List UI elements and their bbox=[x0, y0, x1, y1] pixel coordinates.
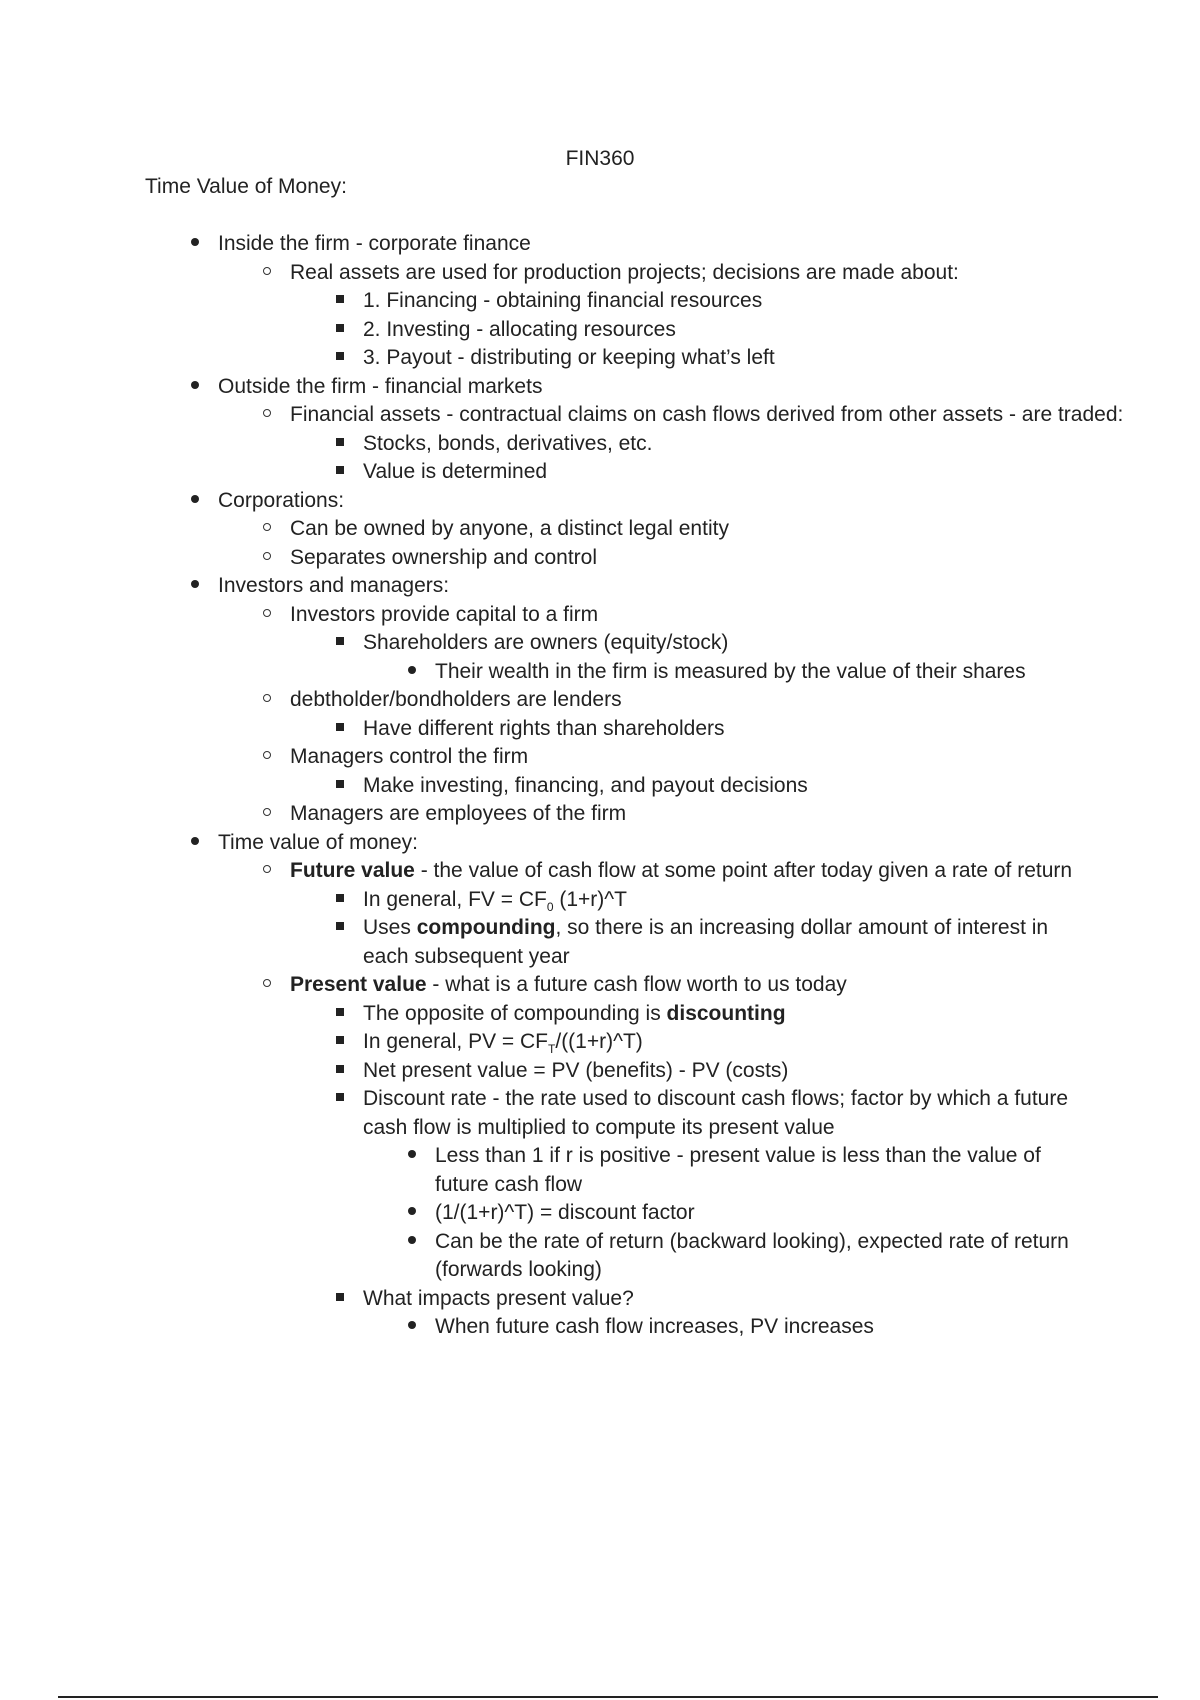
disc-bullet-icon bbox=[180, 572, 210, 601]
list-item-level-3 bbox=[363, 287, 1098, 316]
square-bullet-icon bbox=[325, 287, 355, 316]
list-item-level-3 bbox=[363, 458, 1098, 487]
list-item-level-1 bbox=[218, 572, 1078, 601]
list-item-level-2 bbox=[290, 971, 1150, 1000]
list-item-text: What impacts present value? bbox=[363, 1286, 634, 1310]
bold-term: Future value bbox=[290, 859, 415, 882]
square-bullet-icon bbox=[325, 458, 355, 487]
disc-bullet-icon bbox=[180, 373, 210, 402]
square-bullet-icon bbox=[325, 1000, 355, 1029]
subscript: 0 bbox=[546, 899, 554, 914]
list-item-level-3 bbox=[363, 914, 1098, 971]
list-item-text: - the value of cash flow at some point after today given a rate of return bbox=[414, 859, 1073, 882]
list-item-level-2 bbox=[290, 259, 1150, 288]
bold-term: discounting bbox=[666, 1001, 786, 1025]
list-item-level-2 bbox=[290, 601, 1150, 630]
list-item-text: (1+r)^T bbox=[553, 887, 627, 911]
list-item-text: Value is determined bbox=[363, 460, 548, 483]
list-item-text: When future cash flow increases, PV increases bbox=[435, 1315, 874, 1338]
list-item-level-1 bbox=[218, 373, 1078, 402]
square-bullet-icon bbox=[325, 1028, 355, 1057]
list-item-text: Stocks, bonds, derivatives, etc. bbox=[363, 431, 653, 455]
list-item-level-4 bbox=[435, 1142, 1100, 1199]
square-bullet-icon bbox=[325, 1285, 355, 1314]
bold-term: compounding bbox=[416, 916, 556, 939]
list-item-level-2 bbox=[290, 743, 1150, 772]
list-item-text: Managers control the firm bbox=[290, 745, 529, 768]
list-item-level-1 bbox=[218, 230, 1078, 259]
circle-bullet-icon bbox=[252, 544, 282, 573]
list-item-level-4 bbox=[435, 1228, 1100, 1285]
list-item-level-3 bbox=[363, 344, 1098, 373]
disc-bullet-icon bbox=[397, 1228, 427, 1257]
list-item-level-3 bbox=[363, 430, 1098, 459]
list-item-text: Shareholders are owners (equity/stock) bbox=[363, 631, 729, 654]
disc-bullet-icon bbox=[180, 487, 210, 516]
disc-bullet-icon bbox=[397, 658, 427, 687]
list-item-text: In general, FV = CF bbox=[363, 887, 547, 911]
list-item-text: The opposite of compounding is bbox=[363, 1001, 667, 1025]
list-item-text: Corporations: bbox=[218, 488, 345, 512]
list-item-level-3 bbox=[363, 772, 1098, 801]
disc-bullet-icon bbox=[180, 230, 210, 259]
list-item-text: Outside the firm - financial markets bbox=[218, 374, 543, 398]
list-item-text: Investors and managers: bbox=[218, 574, 450, 597]
list-item-level-3 bbox=[363, 1057, 1098, 1086]
square-bullet-icon bbox=[325, 715, 355, 744]
circle-bullet-icon bbox=[252, 401, 282, 430]
list-item-level-3 bbox=[363, 1285, 1098, 1314]
list-item-level-3 bbox=[363, 715, 1098, 744]
list-item-level-2 bbox=[290, 857, 1150, 886]
circle-bullet-icon bbox=[252, 515, 282, 544]
list-item-text: , so there is an increasing dollar amount of interest in each subsequent year bbox=[363, 916, 1049, 968]
list-item-level-2 bbox=[290, 515, 1150, 544]
disc-bullet-icon bbox=[397, 1313, 427, 1342]
list-item-text: 3. Payout - distributing or keeping what’s left bbox=[363, 346, 775, 369]
list-item-text: (1/(1+r)^T) = discount factor bbox=[435, 1201, 695, 1224]
circle-bullet-icon bbox=[252, 971, 282, 1000]
section-heading: Time Value of Money: bbox=[145, 175, 347, 198]
disc-bullet-icon bbox=[397, 1142, 427, 1171]
list-item-text: /((1+r)^T) bbox=[555, 1030, 643, 1053]
list-item-level-2 bbox=[290, 800, 1150, 829]
list-item-text: Make investing, financing, and payout decisions bbox=[363, 773, 808, 797]
circle-bullet-icon bbox=[252, 800, 282, 829]
circle-bullet-icon bbox=[252, 686, 282, 715]
list-item-text: 1. Financing - obtaining financial resources bbox=[363, 289, 763, 312]
list-item-text: Uses bbox=[363, 916, 417, 939]
square-bullet-icon bbox=[325, 914, 355, 943]
list-item-level-4 bbox=[435, 658, 1100, 687]
circle-bullet-icon bbox=[252, 259, 282, 288]
list-item-text: Inside the firm - corporate finance bbox=[218, 232, 531, 255]
list-item-text: Real assets are used for production projects; decisions are made about: bbox=[290, 260, 959, 284]
list-item-level-2 bbox=[290, 544, 1150, 573]
list-item-text: Discount rate - the rate used to discount cash flows; factor by which a future cash flow is multiplied to compute its present value bbox=[363, 1087, 1069, 1139]
outline-list bbox=[0, 230, 1200, 1342]
list-item-level-3 bbox=[363, 629, 1098, 658]
list-item-text: - what is a future cash flow worth to us today bbox=[426, 973, 847, 996]
square-bullet-icon bbox=[325, 772, 355, 801]
bold-term: Present value bbox=[290, 973, 427, 996]
circle-bullet-icon bbox=[252, 601, 282, 630]
list-item-text: Can be the rate of return (backward looking), expected rate of return (forwards looking) bbox=[435, 1229, 1069, 1281]
square-bullet-icon bbox=[325, 316, 355, 345]
square-bullet-icon bbox=[325, 886, 355, 915]
list-item-level-4 bbox=[435, 1313, 1100, 1342]
list-item-text: In general, PV = CF bbox=[363, 1030, 549, 1053]
square-bullet-icon bbox=[325, 629, 355, 658]
list-item-text: 2. Investing - allocating resources bbox=[363, 317, 676, 341]
list-item-level-3 bbox=[363, 1085, 1098, 1142]
list-item-level-2 bbox=[290, 401, 1150, 430]
list-item-text: Less than 1 if r is positive - present value is less than the value of future cash flow bbox=[435, 1144, 1041, 1196]
list-item-level-3 bbox=[363, 1000, 1098, 1029]
square-bullet-icon bbox=[325, 1057, 355, 1086]
list-item-level-3 bbox=[363, 1028, 1098, 1057]
list-item-level-3 bbox=[363, 886, 1098, 915]
document-title: FIN360 bbox=[565, 147, 635, 170]
list-item-text: Their wealth in the firm is measured by the value of their shares bbox=[435, 659, 1026, 683]
list-item-level-3 bbox=[363, 316, 1098, 345]
list-item-text: Net present value = PV (benefits) - PV (costs) bbox=[363, 1058, 789, 1082]
list-item-text: Time value of money: bbox=[218, 830, 418, 854]
page-bottom-rule bbox=[58, 1696, 1158, 1698]
circle-bullet-icon bbox=[252, 857, 282, 886]
circle-bullet-icon bbox=[252, 743, 282, 772]
list-item-level-1 bbox=[218, 487, 1078, 516]
list-item-text: Investors provide capital to a firm bbox=[290, 602, 599, 626]
square-bullet-icon bbox=[325, 430, 355, 459]
list-item-text: Have different rights than shareholders bbox=[363, 716, 725, 740]
list-item-level-1 bbox=[218, 829, 1078, 858]
list-item-text: Separates ownership and control bbox=[290, 545, 598, 569]
list-item-level-4 bbox=[435, 1199, 1100, 1228]
list-item-text: debtholder/bondholders are lenders bbox=[290, 688, 622, 711]
list-item-text: Financial assets - contractual claims on cash flows derived from other assets - are traded: bbox=[290, 403, 1124, 426]
list-item-text: Can be owned by anyone, a distinct legal entity bbox=[290, 517, 729, 540]
disc-bullet-icon bbox=[397, 1199, 427, 1228]
subscript: T bbox=[548, 1042, 556, 1057]
list-item-level-2 bbox=[290, 686, 1150, 715]
square-bullet-icon bbox=[325, 1085, 355, 1114]
square-bullet-icon bbox=[325, 344, 355, 373]
list-item-text: Managers are employees of the firm bbox=[290, 802, 627, 825]
disc-bullet-icon bbox=[180, 829, 210, 858]
